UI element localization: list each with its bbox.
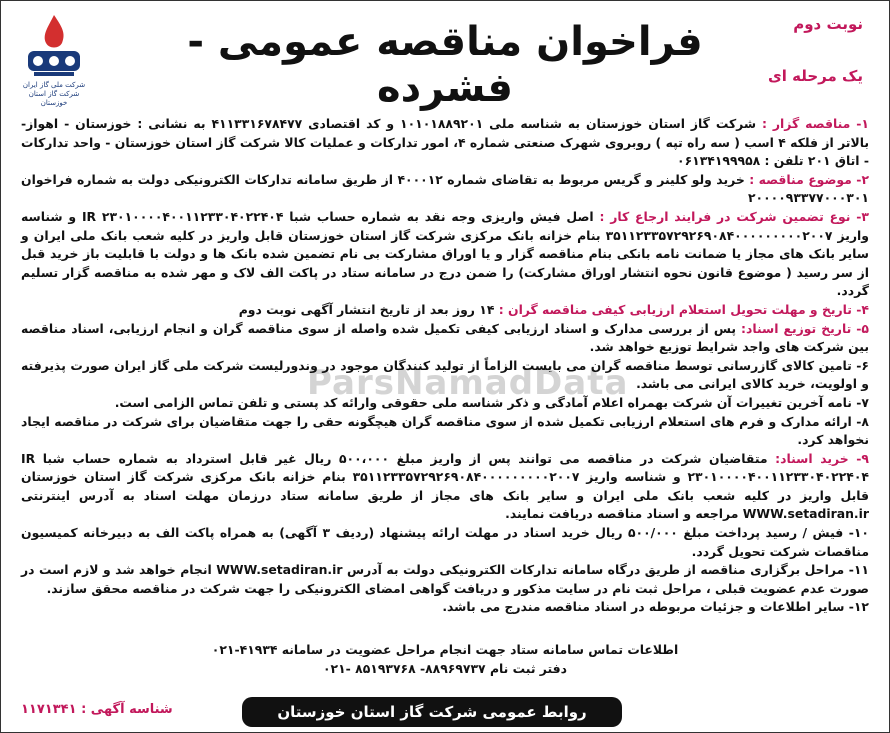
company-logo bbox=[15, 11, 93, 111]
item-4 bbox=[21, 301, 869, 320]
logo-caption-2: شرکت گاز استان خوزستان bbox=[28, 90, 80, 107]
round-label: نوبت دوم bbox=[793, 15, 863, 33]
footer-banner: روابط عمومی شرکت گاز استان خوزستان bbox=[242, 697, 622, 727]
item-3-text: اصل فیش واریزی وجه نقد به شماره حساب شبا IR ۲۳۰۱۰۰۰۰۴۰۰۱۱۲۳۳۰۴۰۲۲۴۰۴ و شناسه واریز ۳۵۱۱۲۳۳۵۷۲۹۲۶۹۰۸۴۰۰۰۰۰۰۰۰۰۲۰۰۷ بنام خزانه بانک مرکزی شرکت گاز استان خوزستان قابل واریز در کلیه شعب بانک ملی ایران و سایر بانک های مجاز یا ضمانت نامه بانکی بنام مناقصه گزار و یا اوراق مشارکت بی نام تضمین شده بانک ها و دولت با قابلیت باز خرید قبل از سر رسید ( موضوع قانون نحوه انتشار اوراق مشارکت) را ضمن درج در سامانه ستاد در پاکت الف لاک و مهر شده به مناقصه گزار تسلیم گردد. bbox=[21, 208, 870, 299]
item-1 bbox=[21, 115, 869, 171]
page-title: فراخوان مناقصه عمومی - فشرده bbox=[187, 19, 703, 111]
announcement-body bbox=[21, 115, 869, 617]
item-4-text: ۱۴ روز بعد از تاریخ انتشار آگهی نوبت دوم bbox=[238, 301, 499, 317]
item-9 bbox=[21, 450, 869, 524]
item-6-text: ۶- تامین کالای گازرسانی توسط مناقصه گران می بایست الزاماً از تولید کنندگان موجود در وندورلیست شرکت ملی گاز ایران صورت پذیرفته و اولویت، خرید کالای ایرانی می باشد. bbox=[21, 357, 869, 392]
item-10 bbox=[21, 524, 869, 561]
item-8 bbox=[21, 413, 869, 450]
logo-caption-1: شرکت ملی گاز ایران bbox=[22, 81, 86, 89]
item-1-label: ۱- مناقصه گزار : bbox=[761, 116, 869, 131]
item-10-text: ۱۰- فیش / رسید پرداخت مبلغ ۵۰۰/۰۰۰ ریال خرید اسناد در مهلت ارائه پیشنهاد (ردیف ۳ آگهی) به همراه پاکت الف به دبیرخانه کمیسیون مناقصات شرکت تحویل گردد. bbox=[21, 525, 869, 559]
announcement-content bbox=[7, 7, 883, 726]
item-2-label: ۲- موضوع مناقصه : bbox=[749, 171, 870, 187]
item-3-label: ۳- نوع تضمین شرکت در فرایند ارجاع کار : bbox=[599, 208, 869, 224]
item-2-text: خرید ولو کلینر و گریس مربوط به تقاضای شماره ۴۰۰۰۱۲ از طریق سامانه تدارکات الکترونیکی دولت به شماره فراخوان ۲۰۰۰۰۹۳۳۷۷۰۰۰۳۰۱ bbox=[21, 171, 869, 206]
watermark: ParsNamadData bbox=[307, 363, 629, 403]
item-9-label: ۹- خرید اسناد: bbox=[775, 450, 869, 466]
item-7 bbox=[21, 394, 869, 413]
item-5 bbox=[21, 320, 869, 357]
contact-line-2: دفتر ثبت نام ۸۸۹۶۹۷۳۷- ۸۵۱۹۳۷۶۸ -۰۲۱ bbox=[322, 660, 568, 676]
item-8-text: ۸- ارائه مدارک و فرم های استعلام ارزیابی تکمیل شده از سوی مناقصه گران هیچگونه حقی را جهت متقاضیان برای شرکت در مناقصه ایجاد نخواهد کرد. bbox=[21, 413, 869, 448]
item-7-text: ۷- نامه آخرین تغییرات آن شرکت بهمراه اعلام آمادگی و ذکر شناسه ملی حقوقی وارائه کد پستی و تلفن تماس الزامی است. bbox=[114, 394, 869, 410]
flame-logo-icon bbox=[22, 11, 86, 81]
contact-line-1: اطلاعات تماس سامانه ستاد جهت انجام مراحل عضویت در سامانه ۴۱۹۳۴-۰۲۱ bbox=[211, 642, 679, 657]
item-3 bbox=[21, 208, 869, 301]
item-11-text: ۱۱- مراحل برگزاری مناقصه از طریق درگاه سامانه تدارکات الکترونیکی دولت به آدرس WWW.setadiran.ir انجام خواهد شد و لازم است در صورت عدم عضویت قبلی ، مراحل ثبت نام در سایت مذکور و دریافت گواهی امضای الکترونیکی را جهت شرکت در مناقصه محقق سازند. bbox=[21, 562, 869, 596]
item-1-text: شرکت گاز استان خوزستان به شناسه ملی ۱۰۱۰۱۸۸۹۲۰۱ و کد اقتصادی ۴۱۱۳۳۱۶۷۸۴۷۷ به نشانی : خوزستان - اهواز- بالاتر از فلکه ۴ اسب ( سه راه تپه ) روبروی شهرک صنعتی شماره ۴، امور تدارکات و عملیات کالا شرکت گاز استان خوزستان - واحد تدارکات - اتاق ۲۰۱ تلفن : ۰۶۱۳۴۱۹۹۹۵۸ bbox=[21, 116, 869, 169]
stage-label: یک مرحله ای bbox=[768, 67, 863, 85]
item-6 bbox=[21, 357, 869, 394]
item-2 bbox=[21, 171, 869, 208]
item-5-label: ۵- تاریخ توزیع اسناد: bbox=[741, 320, 869, 336]
contact-info bbox=[21, 641, 869, 678]
item-12-text: ۱۲- سایر اطلاعات و جزئیات مربوطه در اسناد مناقصه مندرج می باشد. bbox=[442, 599, 869, 615]
item-12 bbox=[21, 598, 869, 617]
item-11 bbox=[21, 561, 869, 598]
item-4-label: ۴- تاریخ و مهلت تحویل استعلام ارزیابی کیفی مناقصه گران : bbox=[498, 301, 869, 317]
item-5-text: پس از بررسی مدارک و اسناد ارزیابی کیفی تکمیل شده واصله از سوی مناقصه گران و انجام ارزیابی، اسناد مناقصه بین شرکت های واجد شرایط توزیع خواهد شد. bbox=[21, 320, 869, 355]
item-9-text: متقاضیان شرکت در مناقصه می توانند پس از واریز مبلغ ۵۰۰،۰۰۰ ریال غیر قابل استرداد به شماره حساب شبا IR ۲۳۰۱۰۰۰۰۴۰۰۱۱۲۳۳۰۴۰۲۲۴۰۴ و شناسه واریز ۳۵۱۱۲۳۳۵۷۲۹۲۶۹۰۸۴۰۰۰۰۰۰۰۰۰۲۰۰۷ بنام خزانه بانک مرکزی شرکت گاز استان خوزستان قابل واریز در کلیه شعب بانک ملی ایران و سایر بانک های مجاز از طریق سامانه ستاد درزمان مهلت اسناد به آدرس اینترنتی WWW.setadiran.ir مراجعه و اسناد مناقصه دریافت نمایند. bbox=[21, 450, 869, 522]
ad-id: شناسه آگهی : ۱۱۷۱۳۴۱ bbox=[21, 702, 173, 717]
